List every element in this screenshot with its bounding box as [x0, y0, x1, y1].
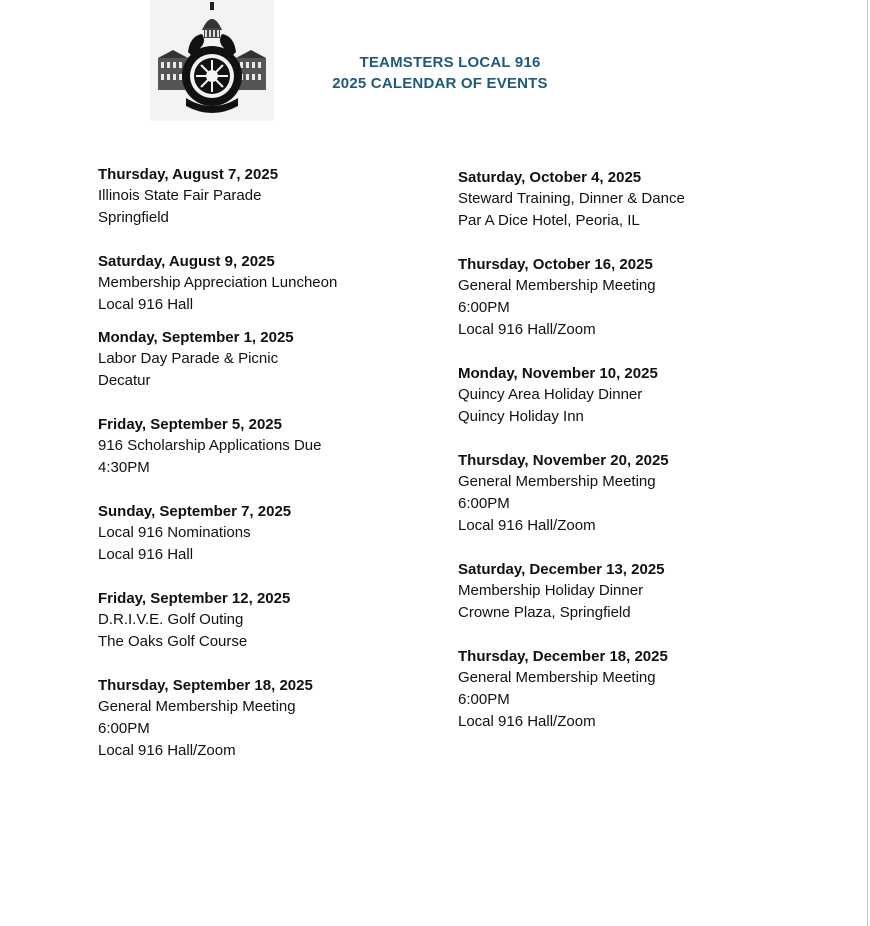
event-item — [458, 254, 798, 341]
event-time: 6:00PM — [458, 691, 510, 708]
document-header — [300, 52, 580, 94]
event-date: Monday, November 10, 2025 — [458, 365, 658, 382]
event-item — [98, 164, 438, 229]
event-description: General Membership Meeting — [458, 277, 656, 294]
event-date: Thursday, August 7, 2025 — [98, 166, 279, 183]
event-description: 916 Scholarship Applications Due — [98, 437, 322, 454]
event-location: Local 916 Hall/Zoom — [458, 713, 596, 730]
event-location: Decatur — [98, 372, 151, 389]
event-item — [98, 501, 438, 566]
event-location: Crowne Plaza, Springfield — [458, 604, 631, 621]
event-item — [98, 414, 438, 479]
event-time: 4:30PM — [98, 459, 150, 476]
event-item — [458, 167, 798, 232]
event-description: Local 916 Nominations — [98, 524, 251, 541]
event-description: General Membership Meeting — [458, 669, 656, 686]
header-title: TEAMSTERS LOCAL 916 — [359, 54, 541, 71]
event-item — [458, 363, 798, 428]
event-description: Illinois State Fair Parade — [98, 187, 262, 204]
event-date: Thursday, December 18, 2025 — [458, 648, 668, 665]
event-location: Local 916 Hall/Zoom — [98, 742, 236, 759]
event-date: Thursday, October 16, 2025 — [458, 256, 653, 273]
page-edge-divider — [867, 0, 868, 926]
event-description: Quincy Area Holiday Dinner — [458, 386, 643, 403]
event-description: Labor Day Parade & Picnic — [98, 350, 279, 367]
seal-graphic — [150, 0, 274, 121]
event-date: Saturday, December 13, 2025 — [458, 561, 665, 578]
event-date: Sunday, September 7, 2025 — [98, 503, 292, 520]
event-description: Steward Training, Dinner & Dance — [458, 190, 685, 207]
event-description: General Membership Meeting — [458, 473, 656, 490]
event-time: 6:00PM — [98, 720, 150, 737]
event-location: Local 916 Hall — [98, 296, 194, 313]
event-location: Local 916 Hall — [98, 546, 194, 563]
events-column-left — [98, 164, 438, 762]
event-description: General Membership Meeting — [98, 698, 296, 715]
event-date: Friday, September 12, 2025 — [98, 590, 291, 607]
event-description: D.R.I.V.E. Golf Outing — [98, 611, 244, 628]
event-date: Monday, September 1, 2025 — [98, 329, 294, 346]
event-location: Local 916 Hall/Zoom — [458, 321, 596, 338]
event-item — [98, 327, 438, 392]
event-item — [98, 588, 438, 653]
event-location: Quincy Holiday Inn — [458, 408, 584, 425]
event-description: Membership Appreciation Luncheon — [98, 274, 338, 291]
event-item — [458, 559, 798, 624]
event-date: Saturday, October 4, 2025 — [458, 169, 642, 186]
event-date: Thursday, November 20, 2025 — [458, 452, 669, 469]
event-location: Par A Dice Hotel, Peoria, IL — [458, 212, 640, 229]
event-time: 6:00PM — [458, 299, 510, 316]
header-subtitle: 2025 CALENDAR OF EVENTS — [332, 75, 548, 92]
event-description: Membership Holiday Dinner — [458, 582, 644, 599]
event-location: Springfield — [98, 209, 169, 226]
event-date: Friday, September 5, 2025 — [98, 416, 282, 433]
event-item — [458, 646, 798, 733]
event-location: The Oaks Golf Course — [98, 633, 248, 650]
events-column-right — [458, 167, 798, 733]
event-item — [98, 251, 438, 316]
event-item — [98, 675, 438, 762]
event-item — [458, 450, 798, 537]
event-time: 6:00PM — [458, 495, 510, 512]
union-seal-logo — [150, 0, 274, 121]
event-location: Local 916 Hall/Zoom — [458, 517, 596, 534]
event-date: Thursday, September 18, 2025 — [98, 677, 313, 694]
event-date: Saturday, August 9, 2025 — [98, 253, 275, 270]
